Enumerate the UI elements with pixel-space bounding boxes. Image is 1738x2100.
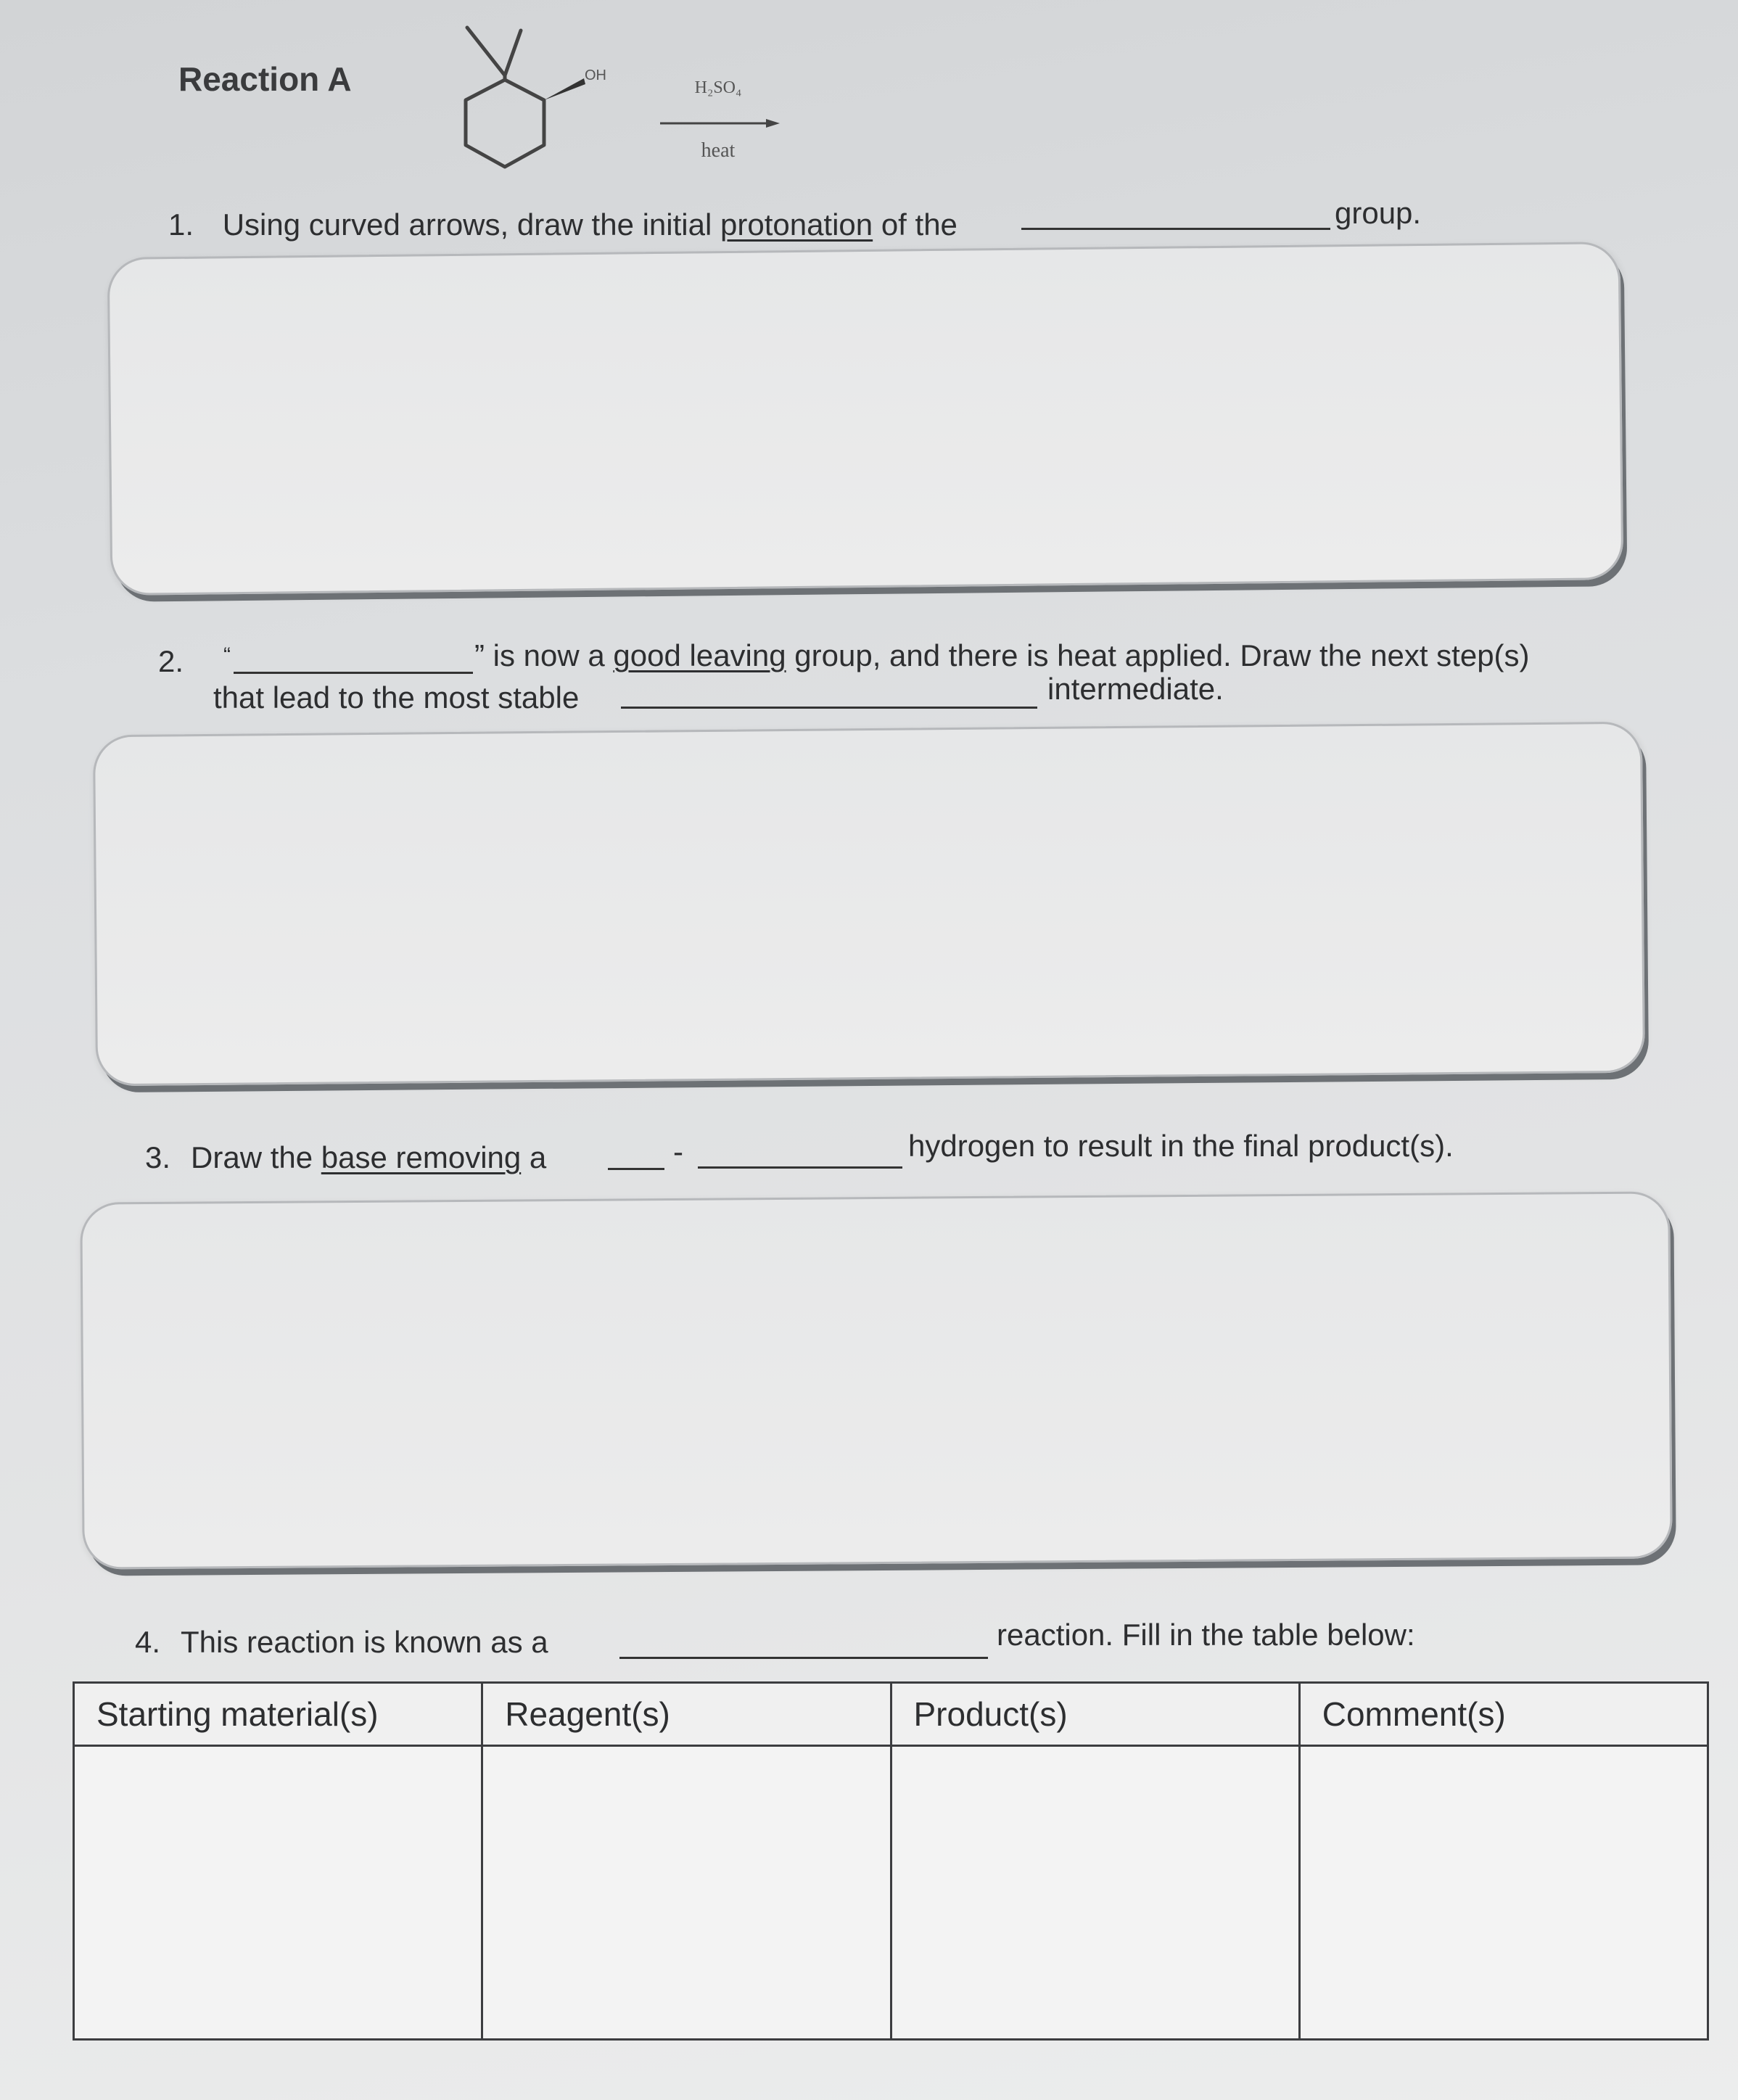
answer-box-3[interactable] (80, 1191, 1672, 1569)
question-3-number: 3. (145, 1140, 171, 1174)
answer-box-1[interactable] (107, 242, 1624, 596)
question-2-number: 2. (158, 644, 184, 678)
reaction-title: Reaction A (178, 60, 352, 98)
reaction-arrow-icon (660, 116, 780, 131)
starting-material-structure (435, 22, 638, 189)
answer-blank-1[interactable] (1021, 228, 1330, 230)
header-reagents: Reagent(s) (482, 1683, 891, 1746)
question-3-text: Draw the (191, 1140, 321, 1174)
cell-starting-materials[interactable] (74, 1746, 482, 2040)
header-comments: Comment(s) (1299, 1683, 1708, 1746)
header-products: Product(s) (891, 1683, 1299, 1746)
question-3-underlined: base removing (321, 1140, 522, 1174)
table-row (74, 1746, 1708, 2040)
answer-blank-2a[interactable] (234, 672, 473, 674)
question-2-open-quote: “ (223, 643, 231, 667)
question-1-underlined: protonation (720, 207, 873, 242)
answer-box-2[interactable] (93, 722, 1645, 1087)
wedge-bond (544, 78, 585, 100)
question-2-underlined: good leaving (613, 638, 786, 672)
question-2-line2-after: intermediate. (1047, 672, 1224, 706)
answer-blank-2b[interactable] (621, 707, 1037, 709)
answer-blank-4[interactable] (619, 1657, 988, 1659)
answer-blank-3b[interactable] (698, 1166, 902, 1169)
question-3-text-a: a (521, 1140, 547, 1174)
question-1 (168, 206, 957, 244)
reagent-acid: H₂SO₄ (694, 78, 742, 97)
oh-label: OH (585, 67, 606, 83)
question-4-text-after: reaction. Fill in the table below: (997, 1618, 1415, 1652)
reagent-heat: heat (701, 139, 736, 162)
cell-reagents[interactable] (482, 1746, 891, 2040)
cell-products[interactable] (891, 1746, 1299, 2040)
question-4 (135, 1623, 548, 1661)
table-header-row (74, 1683, 1708, 1746)
question-3-text-after: hydrogen to result in the final product(s). (908, 1129, 1454, 1163)
question-1-number: 1. (168, 207, 194, 242)
question-4-text: This reaction is known as a (181, 1625, 548, 1659)
reaction-conditions (653, 78, 783, 173)
cell-comments[interactable] (1299, 1746, 1708, 2040)
question-2-text-a: ” is now a (474, 638, 614, 672)
question-2-text-b: group, and there is heat applied. Draw the next step(s) (786, 638, 1530, 672)
question-3-dash: - (673, 1135, 683, 1169)
question-4-number: 4. (135, 1625, 161, 1659)
cyclohexane-ring (466, 80, 544, 167)
fill-in-table (73, 1681, 1709, 2041)
question-1-text-after: group. (1335, 196, 1422, 230)
question-1-text-middle: of the (873, 207, 957, 242)
answer-blank-3a[interactable] (608, 1168, 664, 1170)
question-1-text: Using curved arrows, draw the initial (222, 207, 720, 242)
header-starting-materials: Starting material(s) (74, 1683, 482, 1746)
question-3 (145, 1139, 546, 1177)
question-2-line2-before: that lead to the most stable (213, 680, 580, 715)
question-2-line1 (474, 637, 1530, 675)
